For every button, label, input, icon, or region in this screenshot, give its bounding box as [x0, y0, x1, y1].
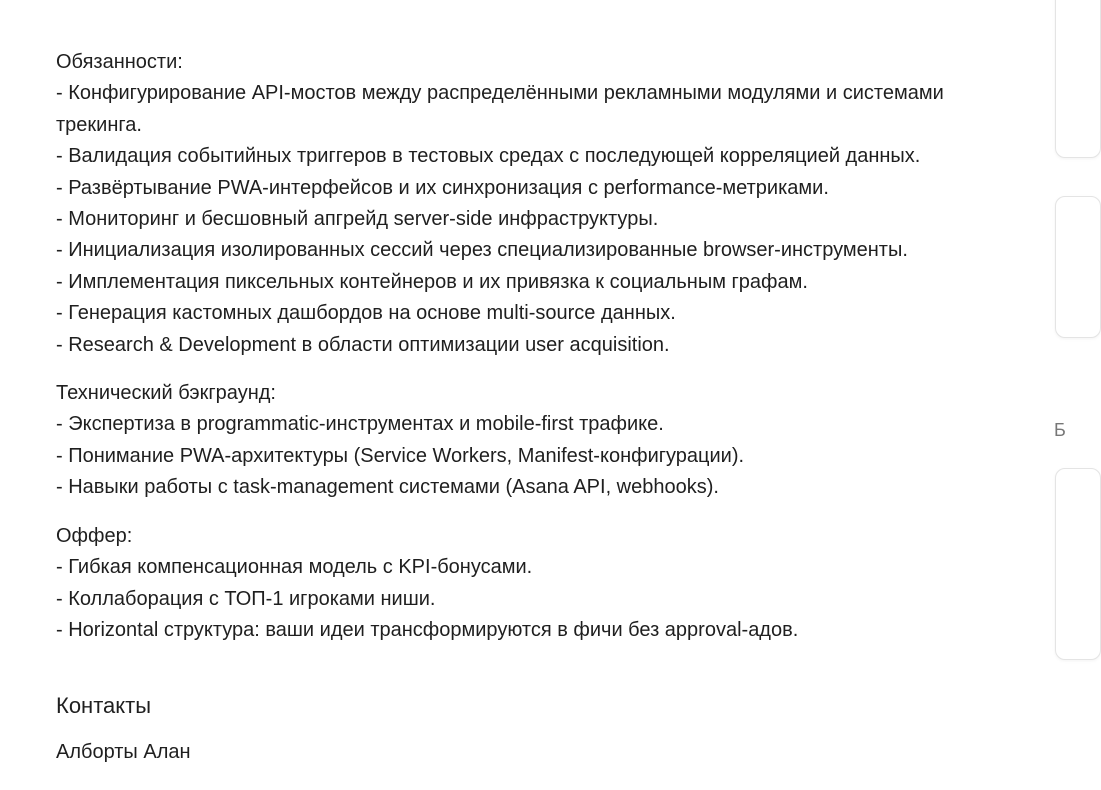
list-item: - Понимание PWA-архитектуры (Service Workers, Manifest-конфигурации). [56, 444, 745, 467]
list-item: - Мониторинг и бесшовный апгрейд server-side инфраструктуры. [56, 208, 659, 231]
contact-name: Алборты Алан [56, 741, 191, 764]
responsibilities-section [56, 47, 1036, 361]
side-panel-card[interactable] [1055, 468, 1101, 660]
list-item: - Имплементация пиксельных контейнеров и их привязка к социальным графам. [56, 270, 808, 293]
side-panel-card[interactable] [1055, 0, 1101, 158]
list-item: - Horizontal структура: ваши идеи трансформируются в фичи без approval-адов. [56, 618, 799, 641]
list-item: - Инициализация изолированных сессий через специализированные browser-инструменты. [56, 239, 908, 262]
list-item: - Навыки работы с task-management системами (Asana API, webhooks). [56, 476, 719, 499]
side-panel-label: Б [1054, 420, 1066, 440]
list-item: - Коллаборация с ТОП-1 игроками ниши. [56, 587, 436, 610]
offer-heading: Оффер: [56, 524, 133, 547]
list-item: - Конфигурирование API-мостов между распределёнными рекламными модулями и системами трекинга. [56, 82, 944, 136]
list-item: - Генерация кастомных дашбордов на основе multi-source данных. [56, 302, 676, 325]
tech-background-heading: Технический бэкграунд: [56, 382, 276, 405]
list-item: - Research & Development в области оптимизации user acquisition. [56, 333, 670, 356]
tech-background-section [56, 378, 1036, 504]
list-item: - Гибкая компенсационная модель с KPI-бонусами. [56, 556, 533, 579]
side-panel-card[interactable] [1055, 196, 1101, 338]
offer-section [56, 521, 1036, 647]
vacancy-description [56, 47, 1036, 767]
list-item: - Развёртывание PWA-интерфейсов и их синхронизация с performance-метриками. [56, 176, 829, 199]
responsibilities-heading: Обязанности: [56, 51, 183, 73]
contacts-title: Контакты [56, 693, 152, 719]
list-item: - Валидация событийных триггеров в тестовых средах с последующей корреляцией данных. [56, 145, 921, 168]
list-item: - Экспертиза в programmatic-инструментах и mobile-first трафике. [56, 413, 664, 436]
